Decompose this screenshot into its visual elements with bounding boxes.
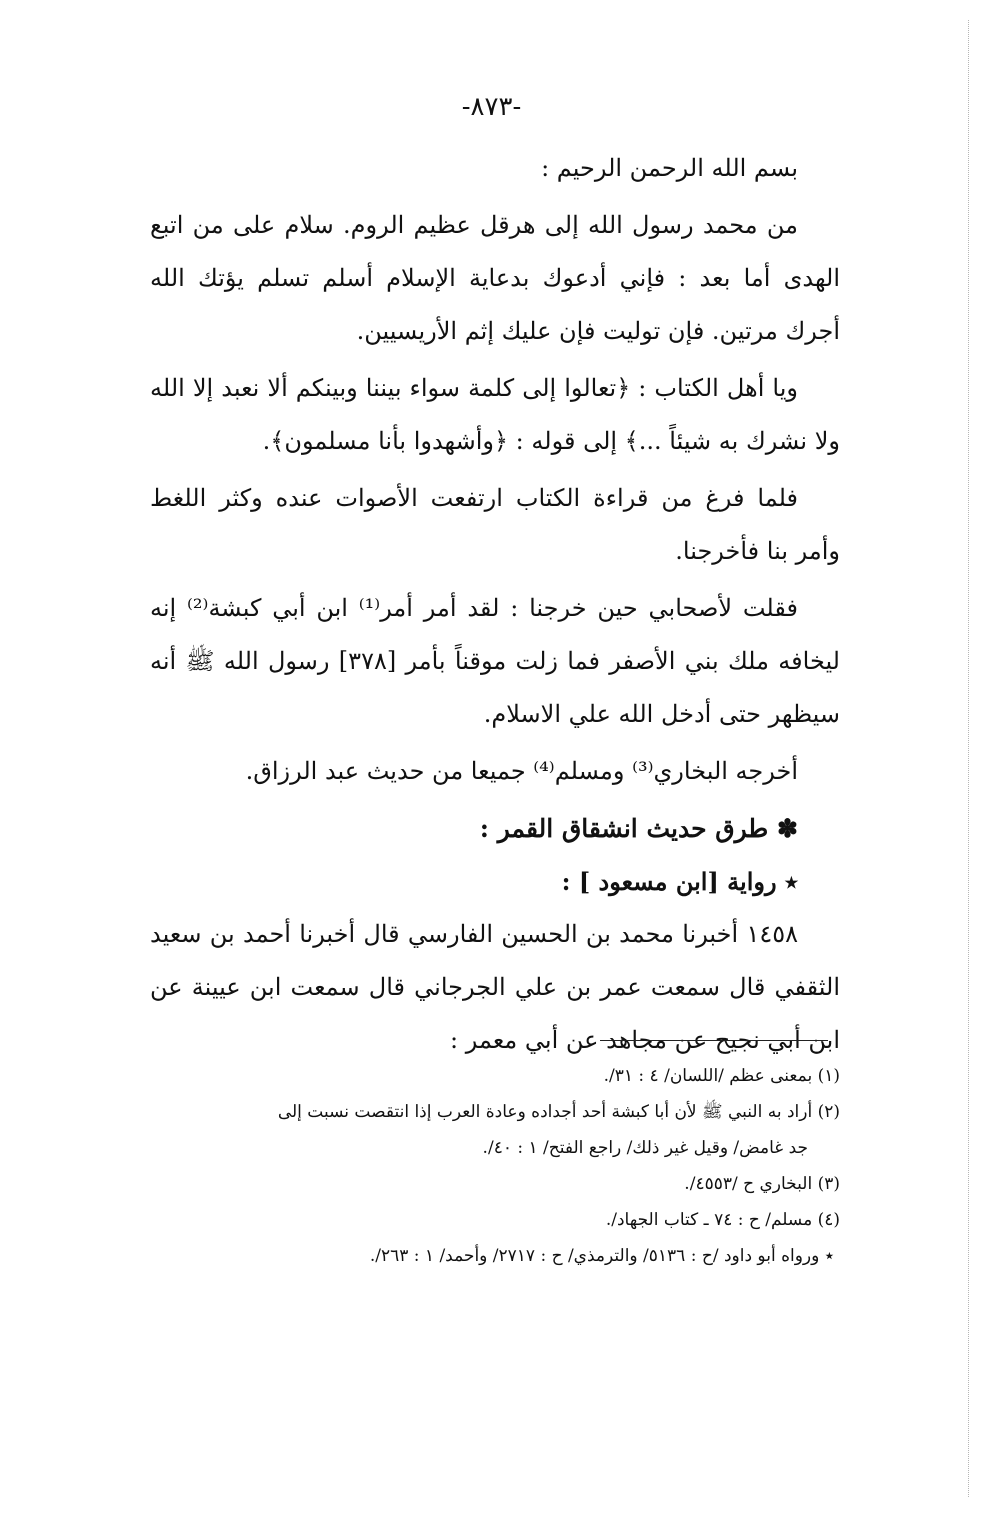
footnote-divider [600, 1040, 828, 1041]
footnote-2-line-1: (٢) أراد به النبي ﷺ لأن أبا كبشة أحد أجداده وعادة العرب إذا انتقصت نسبت إلى [277, 1102, 840, 1122]
footnotes [150, 1058, 840, 1274]
page-number: -٨٧٣- [461, 92, 522, 122]
quran-paragraph: ويا أهل الكتاب : ﴿تعالوا إلى كلمة سواء بيننا وبينكم ألا نعبد إلا الله ولا نشرك به شيئاً ...﴾ إلى قوله : ﴿وأشهدوا بأنا مسلمون﴾. [150, 374, 840, 455]
main-text [150, 142, 840, 1071]
hadith-1458: ١٤٥٨ أخبرنا محمد بن الحسين الفارسي قال أخبرنا أحمد بن سعيد الثقفي قال سمعت عمر بن علي الجرجاني قال سمعت ابن عيينة عن ابن أبي نجيح عن مجاهد عن أبي معمر : [150, 920, 841, 1054]
takhrij-paragraph: أخرجه البخاري⁽³⁾ ومسلم⁽⁴⁾ جميعا من حديث عبد الرزاق. [245, 757, 798, 785]
footnote-2-line-2: جد غامض/ وقيل غير ذلك/ راجع الفتح/ ١ : ٤٠/. [482, 1138, 808, 1158]
page-edge-line [968, 20, 969, 1497]
footnote-1: (١) بمعنى عظم /اللسان/ ٤ : ٣١/. [603, 1066, 840, 1086]
after-reading-paragraph: فلما فرغ من قراءة الكتاب ارتفعت الأصوات عنده وكثر اللغط وأمر بنا فأخرجنا. [150, 484, 840, 565]
section-heading: ✽ طرق حديث انشقاق القمر : [479, 814, 798, 843]
basmala: بسم الله الرحمن الرحيم : [541, 154, 798, 182]
companions-paragraph: فقلت لأصحابي حين خرجنا : لقد أمر أمر⁽¹⁾ ابن أبي كبشة⁽²⁾ إنه ليخافه ملك بني الأصفر فما زلت موقناً بأمر [٣٧٨] رسول الله ﷺ أنه سيظهر حتى أدخل الله علي الاسلام. [150, 594, 840, 728]
footnote-4: (٤) مسلم/ ح : ٧٤ ـ كتاب الجهاد/. [605, 1210, 840, 1230]
footnote-3: (٣) البخاري ح /٤٥٥٣/. [684, 1174, 840, 1194]
footnote-star: ٭ ورواه أبو داود /ح : ٥١٣٦/ والترمذي/ ح : ٢٧١٧/ وأحمد/ ١ : ٢٦٣/. [369, 1246, 834, 1266]
subheading: ٭ رواية [ابن مسعود ] : [561, 867, 798, 896]
letter-paragraph: من محمد رسول الله إلى هرقل عظيم الروم. سلام على من اتبع الهدى أما بعد : فإني أدعوك بدعاية الإسلام أسلم تسلم يؤتك الله أجرك مرتين. فإن توليت فإن عليك إثم الأريسيين. [150, 211, 840, 345]
